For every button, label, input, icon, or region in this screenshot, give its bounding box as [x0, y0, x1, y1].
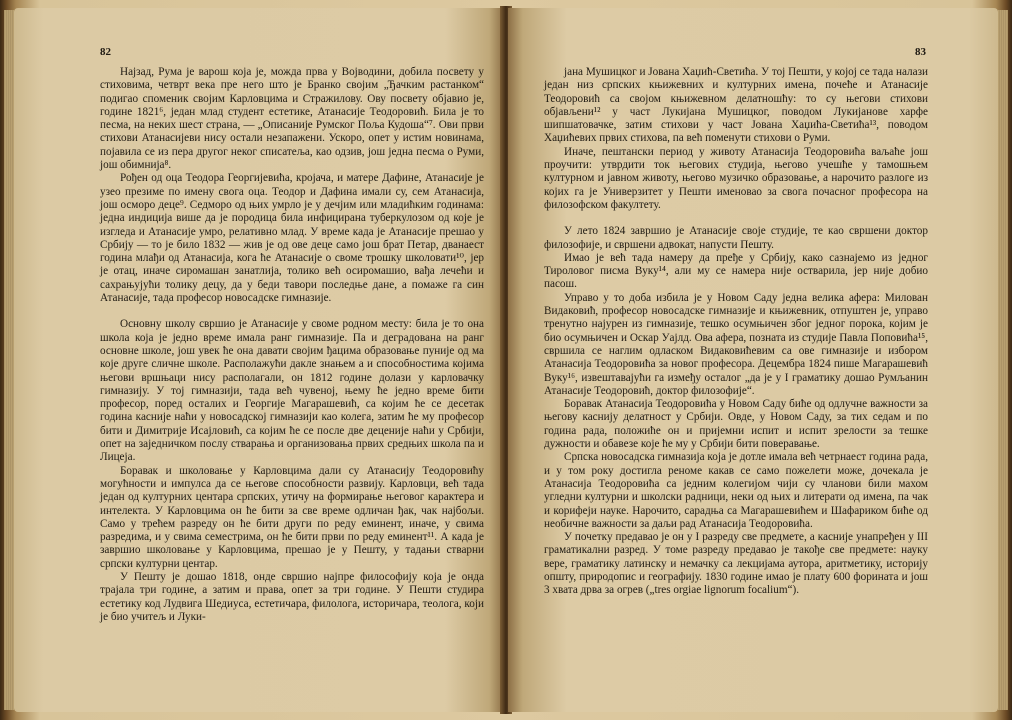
page-number-left: 82 [100, 46, 111, 58]
right-page [508, 8, 998, 712]
paragraph: Управо у то доба избила је у Новом Саду једна велика афера: Милован Видаковић, професор новосадске гимназије и књижевник, отпуштен је, управо тренутно најурен из гимназије, тешко осумњичен због једног порока, којим је био осумњичен и Оскар Уајлд. Ова афера, позната из студије Павла Поповића¹⁵, свршила се наглим одласком Видаковићевим са ове гимназије и избором Атанасија Теодоровића за новог професора. Децембра 1824 пише Магарашевић Вуку¹⁶, извештавајући га између осталог „да је у I граматику дошао Румљанин Атанасије Теодоровић, доктор филозофије“. [544, 291, 928, 397]
left-page-text [100, 66, 484, 624]
paragraph: Основну школу свршио је Атанасије у своме родном месту: била је то она школа која је једно време имала ранг гимназије. Па и деградована на ранг основне школе, још увек ће она давати својим ђацима образовање пуније од ма које друге сличне школе. Располажући дакле знањем а и способностима којима његови вршњаци нису располагали, он 1812 године долази у карловачку гимназију. У тој гимназији, тада већ чувеној, њему ће једно време бити професор, поред осталих и Георгије Магарашевић, са којим ће се десетак година касније наћи у новосадској гимназији као колега, затим ће му професор бити и Димитрије Исајловић, са којим ће се после две деценије наћи у Србији, опет на заједничком послу стварања и организовања првих средњих школа па и Лицеја. [100, 318, 484, 464]
paragraph: Иначе, пештански период у животу Атанасија Теодоровића ваљаће још проучити: утврдити ток његових студија, његово учешће у тамошњем културном и јавном животу, његово музичко образовање, а нарочито разлоге из којих га је Универзитет у Пешти именовао за свога почасног професора на филозофском факултету. [544, 145, 928, 211]
paragraph: Најзад, Рума је варош која је, можда прва у Војводини, добила посвету у стиховима, четврт века пре него што је Бранко својим „Ђачким растанком“ подигао споменик својим Карловцима и Стражилову. Ову посвету објавио је, године 1821⁶, један млад студент естетике, Атанасије Теодоровић. Била је то песма, на неких шест страна, — „Описаније Румског Поља Кудоша“⁷. Ови први стихови Атанасијеви нису остали незапажени. Ускоро, опет у истим новинама, појавила се из пера другог неког списатеља, као одзив, још једна песма о Руми, још обимнија⁸. [100, 66, 484, 172]
page-edges-left [4, 10, 14, 710]
paragraph: Рођен од оца Теодора Георгијевића, кројача, и матере Дафине, Атанасије је узео презиме по имену свога оца. Теодор и Дафина имали су, сем Атанасија, још осморо деце⁹. Седморо од њих умрло је у дечјим или младићким годинама: једна индиција више да је породица била инфицирана туберкулозом од које је изгледа и Атанасије умро, релативно млад. У време када је Атанасије прешао у Србију — то је било 1832 — жив је од ове деце само још брат Петар, дванаест година млађи од Атанасија, кога ће Атанасије о своме трошку школовати¹⁰, јер је отац, иначе сиромашан занатлија, толико већ осиромашио, вађа лечећи и сахрањујући толику децу, да у беди тавори последње дане, а помаже га син Атанасије, тада професор новосадске гимназије. [100, 172, 484, 305]
paragraph: У лето 1824 завршио је Атанасије своје студије, те као свршени доктор филозофије, и свршени адвокат, напусти Пешту. [544, 225, 928, 251]
paragraph: јана Мушицког и Јована Хаџић-Светића. У тој Пешти, у којој се тада налази један низ српских књижевних и културних имена, почеће и Атанасије Теодоровић са својом књижевном делатношћу: то су његови стихови објављени¹² у част Лукијана Мушицког, поводом Лукијановe харфе шипшатовачке, затим стихови у част Јована Хаџића-Светића¹³, поводом Хаџићевих првих стихова, па већ поменути стихови о Руми. [544, 66, 928, 145]
right-page-text [544, 66, 928, 598]
left-page [14, 8, 504, 712]
paragraph: Имао је већ тада намеру да пређе у Србију, како сазнајемо из једног Тироловог писма Вуку¹⁴, али му се намера није остварила, јер није добио пасош. [544, 251, 928, 291]
page-number-right: 83 [915, 46, 926, 58]
paragraph: Боравак и школовање у Карловцима дали су Атанасију Теодоровићу могућности и импулса да се његове способности развију. Карловци, већ тада један од културних центара српских, утичу на формирање његовог карактера и интелекта. У Карловцима он ће бити за све време одличан ђак, чак најбољи. Само у трећем разреду он ће бити други по реду еминент, иначе, у свима разредима, и у свима семестрима, он ће бити први по реду еминент¹¹. А када је завршио школовање у Карловцима, прешао је у Пешту, у тадањи стварни српски културни центар. [100, 464, 484, 570]
paragraph: Боравак Атанасија Теодоровића у Новом Саду биће од одлучне важности за његову каснију делатност у Србији. Овде, у Новом Саду, за тих седам и по година рада, положиће он и пријемни испит и испит зрелости за тешке дужности и обавезе које ће му у Србији бити поверавање. [544, 398, 928, 451]
paragraph: У Пешту је дошао 1818, онде свршио најпре философију која је онда трајала три године, а затим и права, опет за три године. У Пешти студира естетику код Лудвига Шедиуса, естетичара, филолога, историчара, теолога, који је био учитељ и Луки- [100, 570, 484, 623]
paragraph: Српска новосадска гимназија која је дотле имала већ четрнаест година рада, и у том року достигла реноме какав се само пожелети може, дочекала је Атанасија Теодоровића са једним колегијом чији су чланови били махом угледни културни и школски радници, неки од њих и литерати од имена, па чак и корифеји науке. Нарочито, сарадња са Магарашевићем и Шафариком биће од необичне важности за даљи рад Атанасија Теодоровића. [544, 451, 928, 530]
paragraph: У почетку предавао је он у I разреду све предмете, а касније унапређен у III граматикални разред. У томе разреду предавао је такође све предмете: науку вере, граматику латинску и немачку са лекцијама аутора, аритметику, историју општу, природопис и географију. 1830 године имао је плату 600 форината и још 3 хвата дрва за огрев („tres orgiae lignorum focalium“). [544, 531, 928, 597]
page-edges-right [998, 10, 1008, 710]
